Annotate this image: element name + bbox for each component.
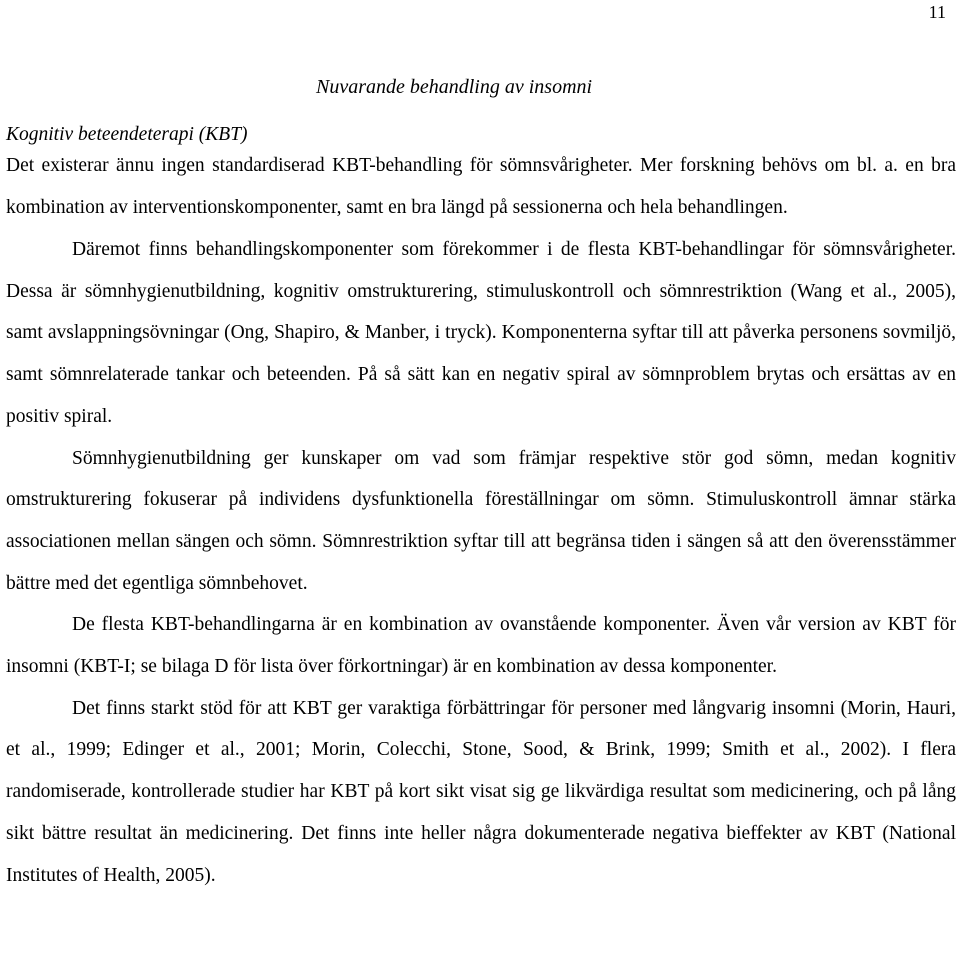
paragraph-3: Sömnhygienutbildning ger kunskaper om vad som främjar respektive stör god sömn, medan kognitiv omstrukturering fokuserar på individens dysfunktionella föreställningar om sömn. Stimuluskontroll ämnar stärka associationen mellan sängen och sömn. Sömnrestriktion syftar till att begränsa tiden i sängen så att den överensstämmer bättre med det egentliga sömnbehovet. xyxy=(6,447,956,594)
paragraph-4: De flesta KBT-behandlingarna är en kombination av ovanstående komponenter. Även vår version av KBT för insomni (KBT-I; se bilaga D för lista över förkortningar) är en kombination av dessa komponenter. xyxy=(6,614,956,678)
paragraph-1: Det existerar ännu ingen standardiserad KBT-behandling för sömnsvårigheter. Mer forskning behövs om bl. a. en bra kombination av interventionskomponenter, samt en bra längd på sessionerna och hela behandlingen. xyxy=(6,155,956,218)
paragraph-2: Däremot finns behandlingskomponenter som förekommer i de flesta KBT-behandlingar för sömnsvårigheter. Dessa är sömnhygienutbildning, kognitiv omstrukturering, stimuluskontroll och sömnrestriktion (Wang et al., 2005), samt avslappningsövningar (Ong, Shapiro, & Manber, i tryck). Komponenterna syftar till att påverka personens sovmiljö, samt sömnrelaterade tankar och beteenden. På så sätt kan en negativ spiral av sömnproblem brytas och ersättas av en positiv spiral. xyxy=(6,239,956,427)
page-number: 11 xyxy=(928,2,946,22)
paragraph-5: Det finns starkt stöd för att KBT ger varaktiga förbättringar för personer med långvarig insomni (Morin, Hauri, et al., 1999; Edinger et al., 2001; Morin, Colecchi, Stone, Sood, & Brink, 1999; Smith et al., 2002). I flera randomiserade, kontrollerade studier har KBT på kort sikt visat sig ge likvärdiga resultat som medicinering, och på lång sikt bättre resultat än medicinering. Det finns inte heller några dokumenterade negativa bieffekter av KBT (National Institutes of Health, 2005). xyxy=(6,697,956,886)
section-title: Nuvarande behandling av insomni xyxy=(316,76,593,98)
subheading: Kognitiv beteendeterapi (KBT) xyxy=(6,124,248,145)
body-text xyxy=(6,125,956,896)
